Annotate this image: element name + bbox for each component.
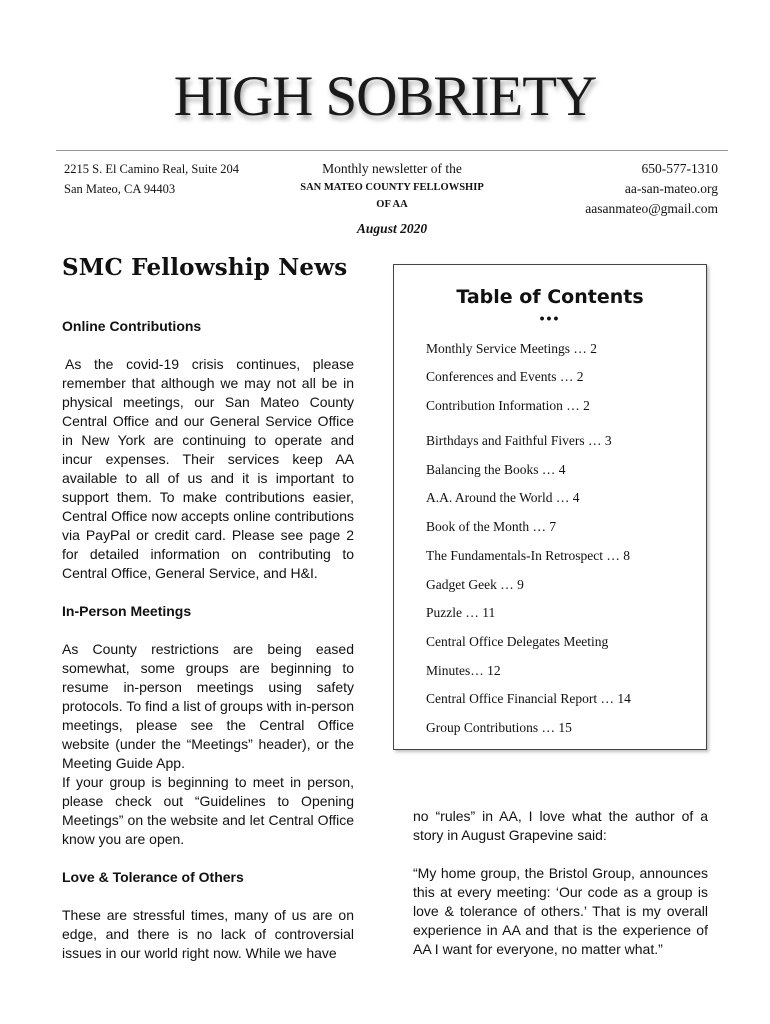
- toc-item[interactable]: Balancing the Books … 4: [426, 462, 566, 477]
- address-line-1: 2215 S. El Camino Real, Suite 204: [64, 162, 239, 176]
- online-contributions-heading: Online Contributions: [62, 318, 202, 334]
- toc-item[interactable]: Conferences and Events … 2: [426, 369, 584, 384]
- in-person-meetings-body-2: If your group is beginning to meet in person, please check out “Guidelines to Opening Meetings” on the website and let Central Office know you are open.: [62, 774, 354, 847]
- toc-item[interactable]: Birthdays and Faithful Fivers … 3: [426, 433, 612, 448]
- address-line-2: San Mateo, CA 94403: [64, 182, 176, 196]
- toc-item[interactable]: Book of the Month … 7: [426, 519, 557, 534]
- section-title: SMC Fellowship News: [62, 254, 348, 281]
- toc-item[interactable]: Monthly Service Meetings … 2: [426, 341, 597, 356]
- toc-item[interactable]: A.A. Around the World … 4: [426, 490, 580, 505]
- contact-block: [585, 159, 718, 219]
- in-person-meetings-body: As County restrictions are being eased somewhat, some groups are beginning to resume in-person meetings using safety protocols. To find a list of groups with in-person meetings, please see the Central Office website (under the “Meetings” header), or the Meeting Guide App.: [62, 641, 354, 771]
- phone-number: 650-577-1310: [641, 161, 718, 176]
- toc-item[interactable]: Central Office Financial Report … 14: [426, 691, 631, 706]
- email-link[interactable]: aasanmateo@gmail.com: [585, 201, 718, 216]
- left-column: [62, 317, 354, 963]
- website-link[interactable]: aa-san-mateo.org: [624, 181, 718, 196]
- tagline-block: [268, 159, 516, 213]
- tagline-line-2: SAN MATEO COUNTY FELLOWSHIP: [300, 182, 484, 193]
- toc-item[interactable]: Group Contributions … 15: [426, 720, 572, 735]
- toc-item[interactable]: Gadget Geek … 9: [426, 577, 524, 592]
- tagline-line-1: Monthly newsletter of the: [322, 161, 462, 176]
- toc-item[interactable]: Central Office Delegates Meeting: [426, 634, 609, 649]
- love-tolerance-continued: no “rules” in AA, I love what the author of a story in August Grapevine said:: [413, 808, 708, 843]
- toc-item[interactable]: The Fundamentals-In Retrospect … 8: [426, 548, 630, 563]
- issue-date: August 2020: [356, 221, 428, 236]
- address-block: [64, 159, 239, 199]
- newsletter-title: HIGH SOBRIETY: [173, 65, 597, 128]
- toc-title: Table of Contents: [456, 286, 644, 308]
- in-person-meetings-heading: In-Person Meetings: [62, 603, 192, 619]
- online-contributions-body: As the covid-19 crisis continues, please remember that although we may not all be in physical meetings, our San Mateo County Central Office and our General Service Office in New York are continuing to operate and incur expenses. Their services keep AA available to all of us and it is important to support them. To make contributions easier, Central Office now accepts online contributions via PayPal or credit card. Please see page 2 for detailed information on contributing to Central Office, General Service, and H&I.: [62, 356, 354, 581]
- grapevine-quote: “My home group, the Bristol Group, announces this at every meeting: ‘Our code as a group is love & tolerance of others.’ That is my overall experience in AA and that is the experience of AA I want for everyone, no matter what.”: [413, 865, 708, 957]
- toc-item[interactable]: Minutes… 12: [426, 663, 501, 678]
- love-tolerance-heading: Love & Tolerance of Others: [62, 869, 244, 885]
- toc-item[interactable]: Puzzle … 11: [426, 605, 496, 620]
- love-tolerance-body: These are stressful times, many of us are on edge, and there is no lack of controversial issues in our world right now. While we have: [62, 907, 354, 961]
- toc-ornament: •••: [539, 310, 561, 326]
- header-divider: [56, 150, 728, 151]
- right-column: [413, 807, 708, 959]
- table-of-contents: [393, 264, 707, 750]
- tagline-line-3: OF AA: [376, 199, 408, 210]
- toc-item[interactable]: Contribution Information … 2: [426, 398, 590, 413]
